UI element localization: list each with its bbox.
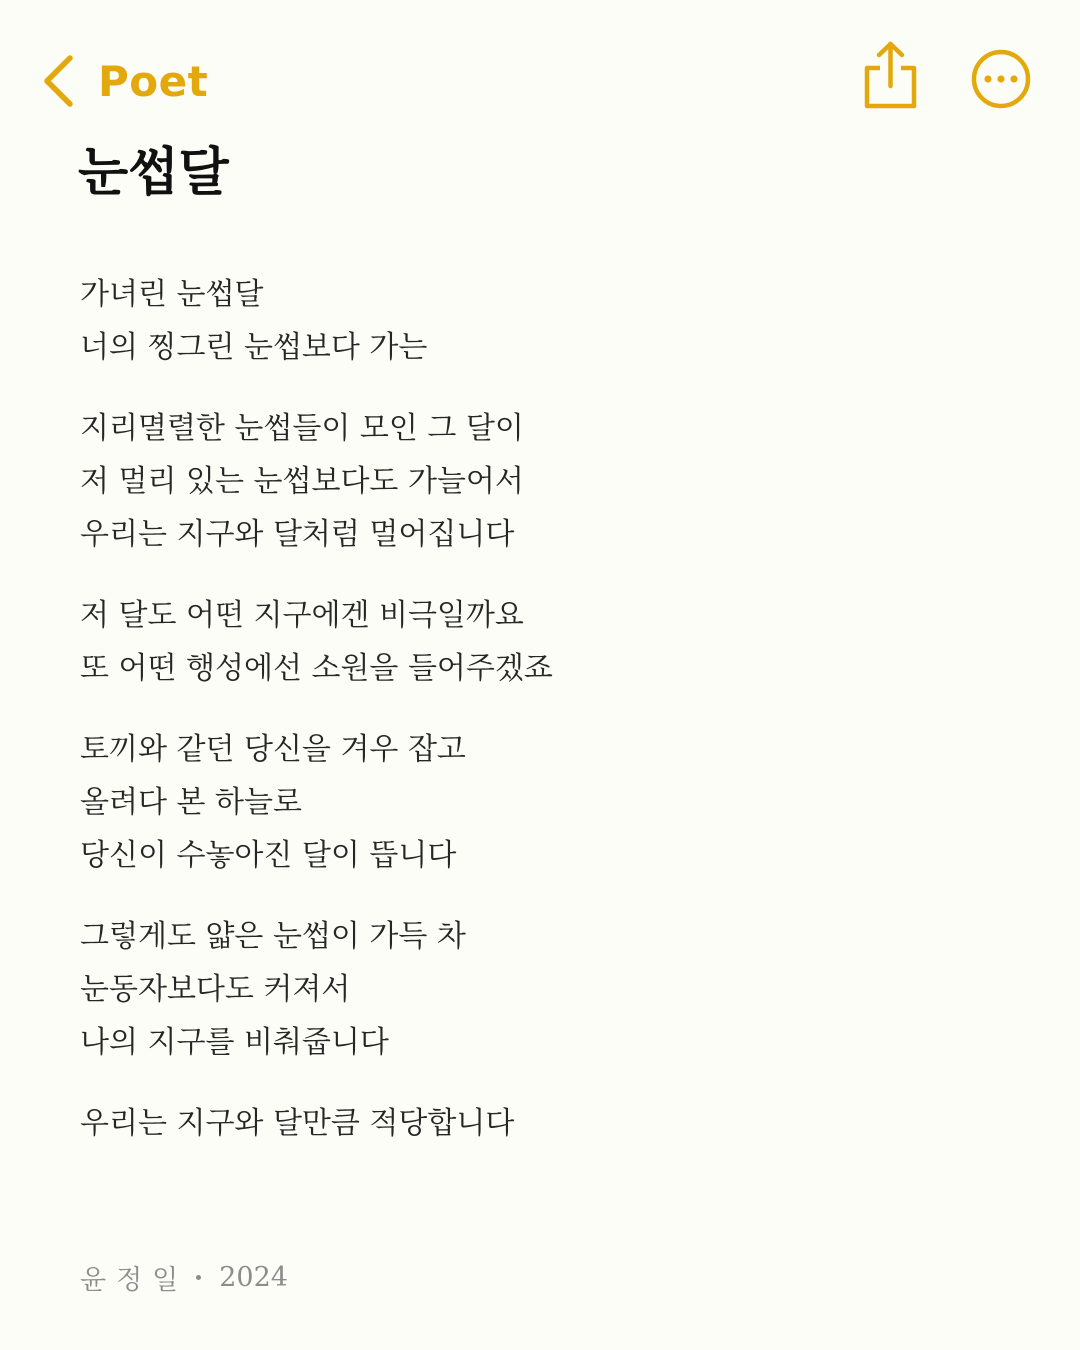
stanza — [80, 723, 1000, 882]
poem-line: 우리는 지구와 달처럼 멀어집니다 — [80, 517, 515, 552]
stanza — [80, 1097, 1000, 1150]
back-label: Poet — [98, 56, 209, 106]
poem-line: 저 달도 어떤 지구에겐 비극일까요 — [80, 598, 524, 633]
stanza — [80, 268, 1000, 374]
poem-line: 또 어떤 행성에선 소원을 들어주겠죠 — [80, 651, 553, 686]
poem-line: 그렇게도 얇은 눈썹이 가득 차 — [80, 919, 466, 954]
author-name: 윤정일 — [80, 1265, 189, 1296]
stanza — [80, 402, 1000, 561]
more-icon — [968, 46, 1034, 112]
poem-line: 가녀린 눈썹달 — [80, 277, 264, 312]
poem-line: 올려다 본 하늘로 — [80, 785, 302, 820]
more-options-button[interactable] — [968, 46, 1034, 112]
poem-line: 우리는 지구와 달만큼 적당합니다 — [80, 1106, 515, 1141]
poem-line: 당신이 수놓아진 달이 뜹니다 — [80, 838, 457, 873]
byline — [80, 1258, 288, 1297]
stanza — [80, 589, 1000, 695]
poem-body — [80, 268, 1000, 1178]
stanza — [80, 910, 1000, 1069]
chevron-left-icon — [40, 54, 74, 108]
separator-dot — [196, 1275, 201, 1280]
poem-line: 토끼와 같던 당신을 겨우 잡고 — [80, 732, 466, 767]
poem-line: 눈동자보다도 커져서 — [80, 972, 351, 1007]
share-button[interactable] — [858, 40, 924, 112]
poem-line: 나의 지구를 비춰줍니다 — [80, 1025, 389, 1060]
publication-year: 2024 — [219, 1262, 288, 1293]
poem-line: 지리멸렬한 눈썹들이 모인 그 달이 — [80, 411, 524, 446]
back-button[interactable] — [40, 48, 208, 114]
top-navigation-bar — [0, 0, 1080, 150]
poem-line: 너의 찡그린 눈썹보다 가는 — [80, 330, 428, 365]
poem-line: 저 멀리 있는 눈썹보다도 가늘어서 — [80, 464, 524, 499]
share-icon — [858, 40, 924, 112]
poem-title: 눈썹달 — [78, 142, 229, 203]
